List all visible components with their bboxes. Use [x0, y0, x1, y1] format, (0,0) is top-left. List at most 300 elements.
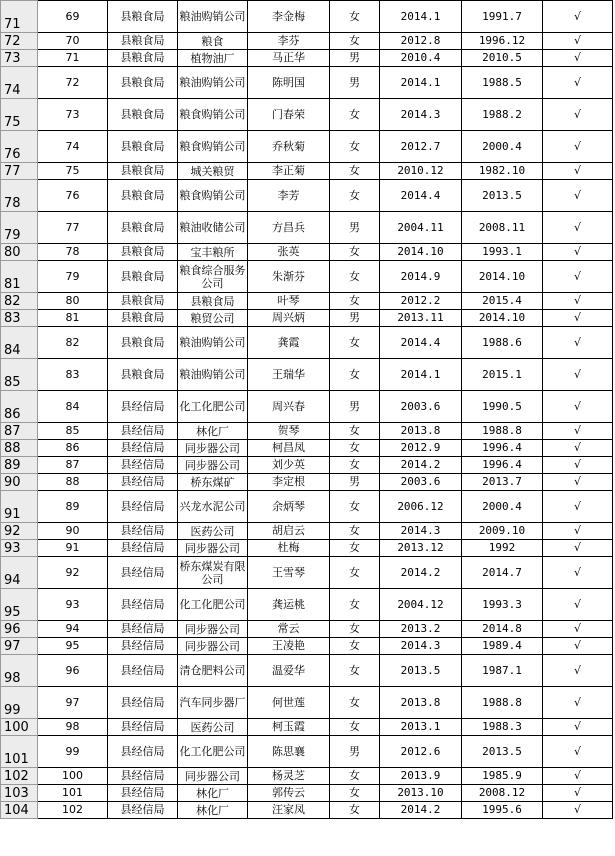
- date-2-cell[interactable]: 2013.5: [462, 180, 543, 212]
- name-cell[interactable]: 陈明国: [248, 67, 330, 99]
- date-2-cell[interactable]: 1988.2: [462, 99, 543, 131]
- sex-cell[interactable]: 女: [330, 261, 380, 293]
- row-header[interactable]: 89: [1, 457, 38, 474]
- check-cell[interactable]: √: [543, 180, 613, 212]
- serial-number-cell[interactable]: 71: [38, 50, 108, 67]
- name-cell[interactable]: 余炳琴: [248, 491, 330, 523]
- name-cell[interactable]: 王瑞华: [248, 359, 330, 391]
- serial-number-cell[interactable]: 83: [38, 359, 108, 391]
- name-cell[interactable]: 朱渐芬: [248, 261, 330, 293]
- row-header[interactable]: 96: [1, 621, 38, 638]
- date-2-cell[interactable]: 1985.9: [462, 768, 543, 785]
- date-1-cell[interactable]: 2014.2: [380, 457, 462, 474]
- serial-number-cell[interactable]: 96: [38, 655, 108, 687]
- date-1-cell[interactable]: 2014.4: [380, 327, 462, 359]
- check-cell[interactable]: √: [543, 310, 613, 327]
- check-cell[interactable]: √: [543, 719, 613, 736]
- unit-cell[interactable]: 兴龙水泥公司: [178, 491, 248, 523]
- date-1-cell[interactable]: 2014.3: [380, 523, 462, 540]
- serial-number-cell[interactable]: 97: [38, 687, 108, 719]
- serial-number-cell[interactable]: 74: [38, 131, 108, 163]
- date-2-cell[interactable]: 2000.4: [462, 491, 543, 523]
- sex-cell[interactable]: 男: [330, 212, 380, 244]
- date-2-cell[interactable]: 1982.10: [462, 163, 543, 180]
- name-cell[interactable]: 汪家凤: [248, 802, 330, 819]
- date-1-cell[interactable]: 2013.12: [380, 540, 462, 557]
- name-cell[interactable]: 贺琴: [248, 423, 330, 440]
- check-cell[interactable]: √: [543, 261, 613, 293]
- unit-cell[interactable]: 粮贸公司: [178, 310, 248, 327]
- department-cell[interactable]: 县经信局: [108, 423, 178, 440]
- serial-number-cell[interactable]: 90: [38, 523, 108, 540]
- serial-number-cell[interactable]: 72: [38, 67, 108, 99]
- sex-cell[interactable]: 女: [330, 655, 380, 687]
- row-header[interactable]: 104: [1, 802, 38, 819]
- row-header[interactable]: 93: [1, 540, 38, 557]
- check-cell[interactable]: √: [543, 359, 613, 391]
- unit-cell[interactable]: 桥东煤矿: [178, 474, 248, 491]
- name-cell[interactable]: 周兴春: [248, 391, 330, 423]
- row-header[interactable]: 84: [1, 327, 38, 359]
- unit-cell[interactable]: 宝丰粮所: [178, 244, 248, 261]
- department-cell[interactable]: 县经信局: [108, 785, 178, 802]
- row-header[interactable]: 80: [1, 244, 38, 261]
- date-2-cell[interactable]: 1995.6: [462, 802, 543, 819]
- check-cell[interactable]: √: [543, 423, 613, 440]
- date-2-cell[interactable]: 1996.4: [462, 440, 543, 457]
- department-cell[interactable]: 县粮食局: [108, 67, 178, 99]
- department-cell[interactable]: 县粮食局: [108, 244, 178, 261]
- sex-cell[interactable]: 男: [330, 50, 380, 67]
- unit-cell[interactable]: 粮油收储公司: [178, 212, 248, 244]
- sex-cell[interactable]: 女: [330, 163, 380, 180]
- department-cell[interactable]: 县粮食局: [108, 163, 178, 180]
- date-2-cell[interactable]: 1990.5: [462, 391, 543, 423]
- unit-cell[interactable]: 医药公司: [178, 719, 248, 736]
- sex-cell[interactable]: 女: [330, 785, 380, 802]
- serial-number-cell[interactable]: 77: [38, 212, 108, 244]
- department-cell[interactable]: 县经信局: [108, 719, 178, 736]
- department-cell[interactable]: 县经信局: [108, 621, 178, 638]
- sex-cell[interactable]: 女: [330, 638, 380, 655]
- row-header[interactable]: 86: [1, 391, 38, 423]
- row-header[interactable]: 98: [1, 655, 38, 687]
- row-header[interactable]: 87: [1, 423, 38, 440]
- department-cell[interactable]: 县粮食局: [108, 327, 178, 359]
- check-cell[interactable]: √: [543, 391, 613, 423]
- department-cell[interactable]: 县经信局: [108, 736, 178, 768]
- serial-number-cell[interactable]: 92: [38, 557, 108, 589]
- row-header[interactable]: 103: [1, 785, 38, 802]
- row-header[interactable]: 76: [1, 131, 38, 163]
- serial-number-cell[interactable]: 91: [38, 540, 108, 557]
- department-cell[interactable]: 县粮食局: [108, 359, 178, 391]
- check-cell[interactable]: √: [543, 50, 613, 67]
- serial-number-cell[interactable]: 70: [38, 33, 108, 50]
- unit-cell[interactable]: 同步器公司: [178, 457, 248, 474]
- name-cell[interactable]: 马正华: [248, 50, 330, 67]
- row-header[interactable]: 73: [1, 50, 38, 67]
- department-cell[interactable]: 县经信局: [108, 391, 178, 423]
- row-header[interactable]: 94: [1, 557, 38, 589]
- date-2-cell[interactable]: 1987.1: [462, 655, 543, 687]
- name-cell[interactable]: 李芳: [248, 180, 330, 212]
- row-header[interactable]: 95: [1, 589, 38, 621]
- date-2-cell[interactable]: 1991.7: [462, 1, 543, 33]
- check-cell[interactable]: √: [543, 327, 613, 359]
- name-cell[interactable]: 周兴炳: [248, 310, 330, 327]
- sex-cell[interactable]: 女: [330, 244, 380, 261]
- name-cell[interactable]: 李定根: [248, 474, 330, 491]
- row-header[interactable]: 101: [1, 736, 38, 768]
- sex-cell[interactable]: 女: [330, 491, 380, 523]
- date-1-cell[interactable]: 2014.1: [380, 359, 462, 391]
- date-2-cell[interactable]: 1988.3: [462, 719, 543, 736]
- unit-cell[interactable]: 化工化肥公司: [178, 391, 248, 423]
- department-cell[interactable]: 县粮食局: [108, 293, 178, 310]
- row-header[interactable]: 81: [1, 261, 38, 293]
- department-cell[interactable]: 县粮食局: [108, 131, 178, 163]
- name-cell[interactable]: 柯玉霞: [248, 719, 330, 736]
- department-cell[interactable]: 县经信局: [108, 768, 178, 785]
- serial-number-cell[interactable]: 99: [38, 736, 108, 768]
- serial-number-cell[interactable]: 102: [38, 802, 108, 819]
- date-2-cell[interactable]: 1988.5: [462, 67, 543, 99]
- row-header[interactable]: 71: [1, 1, 38, 33]
- date-1-cell[interactable]: 2010.4: [380, 50, 462, 67]
- department-cell[interactable]: 县经信局: [108, 557, 178, 589]
- check-cell[interactable]: √: [543, 99, 613, 131]
- date-1-cell[interactable]: 2013.2: [380, 621, 462, 638]
- department-cell[interactable]: 县经信局: [108, 440, 178, 457]
- sex-cell[interactable]: 女: [330, 1, 380, 33]
- sex-cell[interactable]: 女: [330, 293, 380, 310]
- date-1-cell[interactable]: 2014.1: [380, 67, 462, 99]
- name-cell[interactable]: 龚运桃: [248, 589, 330, 621]
- unit-cell[interactable]: 同步器公司: [178, 638, 248, 655]
- date-1-cell[interactable]: 2012.9: [380, 440, 462, 457]
- sex-cell[interactable]: 男: [330, 474, 380, 491]
- unit-cell[interactable]: 粮油购销公司: [178, 359, 248, 391]
- sex-cell[interactable]: 女: [330, 131, 380, 163]
- serial-number-cell[interactable]: 93: [38, 589, 108, 621]
- serial-number-cell[interactable]: 95: [38, 638, 108, 655]
- name-cell[interactable]: 方昌兵: [248, 212, 330, 244]
- department-cell[interactable]: 县经信局: [108, 687, 178, 719]
- department-cell[interactable]: 县粮食局: [108, 180, 178, 212]
- date-2-cell[interactable]: 2013.5: [462, 736, 543, 768]
- department-cell[interactable]: 县经信局: [108, 523, 178, 540]
- name-cell[interactable]: 龚霞: [248, 327, 330, 359]
- name-cell[interactable]: 柯昌凤: [248, 440, 330, 457]
- serial-number-cell[interactable]: 79: [38, 261, 108, 293]
- date-2-cell[interactable]: 2014.8: [462, 621, 543, 638]
- serial-number-cell[interactable]: 78: [38, 244, 108, 261]
- serial-number-cell[interactable]: 85: [38, 423, 108, 440]
- name-cell[interactable]: 叶琴: [248, 293, 330, 310]
- row-header[interactable]: 99: [1, 687, 38, 719]
- row-header[interactable]: 102: [1, 768, 38, 785]
- serial-number-cell[interactable]: 76: [38, 180, 108, 212]
- date-1-cell[interactable]: 2012.8: [380, 33, 462, 50]
- row-header[interactable]: 90: [1, 474, 38, 491]
- date-1-cell[interactable]: 2006.12: [380, 491, 462, 523]
- date-1-cell[interactable]: 2013.10: [380, 785, 462, 802]
- department-cell[interactable]: 县粮食局: [108, 33, 178, 50]
- serial-number-cell[interactable]: 98: [38, 719, 108, 736]
- serial-number-cell[interactable]: 69: [38, 1, 108, 33]
- check-cell[interactable]: √: [543, 655, 613, 687]
- row-header[interactable]: 88: [1, 440, 38, 457]
- date-1-cell[interactable]: 2003.6: [380, 474, 462, 491]
- serial-number-cell[interactable]: 75: [38, 163, 108, 180]
- date-2-cell[interactable]: 2015.1: [462, 359, 543, 391]
- serial-number-cell[interactable]: 100: [38, 768, 108, 785]
- serial-number-cell[interactable]: 101: [38, 785, 108, 802]
- date-2-cell[interactable]: 2008.12: [462, 785, 543, 802]
- name-cell[interactable]: 杜梅: [248, 540, 330, 557]
- date-2-cell[interactable]: 1996.4: [462, 457, 543, 474]
- date-1-cell[interactable]: 2013.1: [380, 719, 462, 736]
- name-cell[interactable]: 刘少英: [248, 457, 330, 474]
- date-2-cell[interactable]: 2000.4: [462, 131, 543, 163]
- sex-cell[interactable]: 女: [330, 457, 380, 474]
- date-1-cell[interactable]: 2012.2: [380, 293, 462, 310]
- check-cell[interactable]: √: [543, 589, 613, 621]
- check-cell[interactable]: √: [543, 491, 613, 523]
- date-2-cell[interactable]: 1996.12: [462, 33, 543, 50]
- row-header[interactable]: 77: [1, 163, 38, 180]
- check-cell[interactable]: √: [543, 1, 613, 33]
- unit-cell[interactable]: 粮油购销公司: [178, 1, 248, 33]
- date-2-cell[interactable]: 1993.1: [462, 244, 543, 261]
- name-cell[interactable]: 张英: [248, 244, 330, 261]
- sex-cell[interactable]: 女: [330, 523, 380, 540]
- date-2-cell[interactable]: 2015.4: [462, 293, 543, 310]
- name-cell[interactable]: 王雪琴: [248, 557, 330, 589]
- sex-cell[interactable]: 女: [330, 687, 380, 719]
- unit-cell[interactable]: 粮油购销公司: [178, 67, 248, 99]
- date-2-cell[interactable]: 2014.10: [462, 310, 543, 327]
- date-2-cell[interactable]: 1988.8: [462, 423, 543, 440]
- serial-number-cell[interactable]: 87: [38, 457, 108, 474]
- name-cell[interactable]: 乔秋菊: [248, 131, 330, 163]
- sex-cell[interactable]: 女: [330, 440, 380, 457]
- sex-cell[interactable]: 女: [330, 540, 380, 557]
- unit-cell[interactable]: 桥东煤炭有限公司: [178, 557, 248, 589]
- unit-cell[interactable]: 县粮食局: [178, 293, 248, 310]
- date-1-cell[interactable]: 2014.9: [380, 261, 462, 293]
- row-header[interactable]: 92: [1, 523, 38, 540]
- serial-number-cell[interactable]: 86: [38, 440, 108, 457]
- date-1-cell[interactable]: 2010.12: [380, 163, 462, 180]
- check-cell[interactable]: √: [543, 163, 613, 180]
- department-cell[interactable]: 县经信局: [108, 457, 178, 474]
- row-header[interactable]: 78: [1, 180, 38, 212]
- department-cell[interactable]: 县粮食局: [108, 1, 178, 33]
- date-2-cell[interactable]: 2008.11: [462, 212, 543, 244]
- date-2-cell[interactable]: 1993.3: [462, 589, 543, 621]
- serial-number-cell[interactable]: 89: [38, 491, 108, 523]
- name-cell[interactable]: 门春荣: [248, 99, 330, 131]
- department-cell[interactable]: 县粮食局: [108, 310, 178, 327]
- date-1-cell[interactable]: 2003.6: [380, 391, 462, 423]
- row-header[interactable]: 82: [1, 293, 38, 310]
- serial-number-cell[interactable]: 88: [38, 474, 108, 491]
- department-cell[interactable]: 县粮食局: [108, 261, 178, 293]
- name-cell[interactable]: 温爱华: [248, 655, 330, 687]
- check-cell[interactable]: √: [543, 768, 613, 785]
- unit-cell[interactable]: 同步器公司: [178, 440, 248, 457]
- department-cell[interactable]: 县经信局: [108, 491, 178, 523]
- date-1-cell[interactable]: 2004.11: [380, 212, 462, 244]
- name-cell[interactable]: 何世莲: [248, 687, 330, 719]
- unit-cell[interactable]: 林化厂: [178, 423, 248, 440]
- unit-cell[interactable]: 植物油厂: [178, 50, 248, 67]
- date-2-cell[interactable]: 1989.4: [462, 638, 543, 655]
- name-cell[interactable]: 郭传云: [248, 785, 330, 802]
- unit-cell[interactable]: 粮食: [178, 33, 248, 50]
- row-header[interactable]: 83: [1, 310, 38, 327]
- check-cell[interactable]: √: [543, 212, 613, 244]
- department-cell[interactable]: 县粮食局: [108, 50, 178, 67]
- sex-cell[interactable]: 女: [330, 768, 380, 785]
- serial-number-cell[interactable]: 80: [38, 293, 108, 310]
- unit-cell[interactable]: 城关粮贸: [178, 163, 248, 180]
- sex-cell[interactable]: 女: [330, 719, 380, 736]
- date-2-cell[interactable]: 2009.10: [462, 523, 543, 540]
- serial-number-cell[interactable]: 73: [38, 99, 108, 131]
- date-1-cell[interactable]: 2012.6: [380, 736, 462, 768]
- sex-cell[interactable]: 男: [330, 391, 380, 423]
- sex-cell[interactable]: 男: [330, 67, 380, 99]
- sex-cell[interactable]: 女: [330, 99, 380, 131]
- name-cell[interactable]: 李芬: [248, 33, 330, 50]
- date-1-cell[interactable]: 2014.4: [380, 180, 462, 212]
- check-cell[interactable]: √: [543, 638, 613, 655]
- unit-cell[interactable]: 同步器公司: [178, 540, 248, 557]
- unit-cell[interactable]: 林化厂: [178, 785, 248, 802]
- name-cell[interactable]: 陈思襄: [248, 736, 330, 768]
- date-1-cell[interactable]: 2014.3: [380, 638, 462, 655]
- date-1-cell[interactable]: 2013.11: [380, 310, 462, 327]
- date-2-cell[interactable]: 2013.7: [462, 474, 543, 491]
- check-cell[interactable]: √: [543, 67, 613, 99]
- row-header[interactable]: 85: [1, 359, 38, 391]
- unit-cell[interactable]: 粮食购销公司: [178, 99, 248, 131]
- serial-number-cell[interactable]: 81: [38, 310, 108, 327]
- sex-cell[interactable]: 女: [330, 359, 380, 391]
- unit-cell[interactable]: 粮食购销公司: [178, 131, 248, 163]
- date-1-cell[interactable]: 2013.8: [380, 423, 462, 440]
- check-cell[interactable]: √: [543, 293, 613, 310]
- check-cell[interactable]: √: [543, 785, 613, 802]
- date-1-cell[interactable]: 2013.9: [380, 768, 462, 785]
- sex-cell[interactable]: 女: [330, 557, 380, 589]
- department-cell[interactable]: 县经信局: [108, 638, 178, 655]
- unit-cell[interactable]: 同步器公司: [178, 621, 248, 638]
- unit-cell[interactable]: 化工化肥公司: [178, 736, 248, 768]
- department-cell[interactable]: 县粮食局: [108, 212, 178, 244]
- sex-cell[interactable]: 女: [330, 423, 380, 440]
- unit-cell[interactable]: 林化厂: [178, 802, 248, 819]
- name-cell[interactable]: 王凌艳: [248, 638, 330, 655]
- date-1-cell[interactable]: 2004.12: [380, 589, 462, 621]
- date-1-cell[interactable]: 2014.2: [380, 557, 462, 589]
- check-cell[interactable]: √: [543, 802, 613, 819]
- date-2-cell[interactable]: 1988.6: [462, 327, 543, 359]
- check-cell[interactable]: √: [543, 457, 613, 474]
- name-cell[interactable]: 胡启云: [248, 523, 330, 540]
- sex-cell[interactable]: 女: [330, 589, 380, 621]
- date-2-cell[interactable]: 2014.7: [462, 557, 543, 589]
- sex-cell[interactable]: 女: [330, 180, 380, 212]
- sex-cell[interactable]: 男: [330, 736, 380, 768]
- date-2-cell[interactable]: 1988.8: [462, 687, 543, 719]
- date-1-cell[interactable]: 2014.1: [380, 1, 462, 33]
- unit-cell[interactable]: 医药公司: [178, 523, 248, 540]
- department-cell[interactable]: 县粮食局: [108, 99, 178, 131]
- unit-cell[interactable]: 粮食综合服务公司: [178, 261, 248, 293]
- row-header[interactable]: 100: [1, 719, 38, 736]
- row-header[interactable]: 75: [1, 99, 38, 131]
- row-header[interactable]: 79: [1, 212, 38, 244]
- check-cell[interactable]: √: [543, 621, 613, 638]
- unit-cell[interactable]: 粮食购销公司: [178, 180, 248, 212]
- date-1-cell[interactable]: 2012.7: [380, 131, 462, 163]
- serial-number-cell[interactable]: 94: [38, 621, 108, 638]
- check-cell[interactable]: √: [543, 523, 613, 540]
- check-cell[interactable]: √: [543, 244, 613, 261]
- row-header[interactable]: 97: [1, 638, 38, 655]
- check-cell[interactable]: √: [543, 440, 613, 457]
- check-cell[interactable]: √: [543, 474, 613, 491]
- date-1-cell[interactable]: 2014.3: [380, 99, 462, 131]
- sex-cell[interactable]: 女: [330, 33, 380, 50]
- name-cell[interactable]: 杨灵芝: [248, 768, 330, 785]
- unit-cell[interactable]: 清仓肥料公司: [178, 655, 248, 687]
- check-cell[interactable]: √: [543, 33, 613, 50]
- sex-cell[interactable]: 女: [330, 327, 380, 359]
- unit-cell[interactable]: 化工化肥公司: [178, 589, 248, 621]
- department-cell[interactable]: 县经信局: [108, 589, 178, 621]
- check-cell[interactable]: √: [543, 540, 613, 557]
- department-cell[interactable]: 县经信局: [108, 540, 178, 557]
- date-2-cell[interactable]: 2010.5: [462, 50, 543, 67]
- date-1-cell[interactable]: 2013.8: [380, 687, 462, 719]
- unit-cell[interactable]: 同步器公司: [178, 768, 248, 785]
- serial-number-cell[interactable]: 82: [38, 327, 108, 359]
- department-cell[interactable]: 县经信局: [108, 655, 178, 687]
- unit-cell[interactable]: 汽车同步器厂: [178, 687, 248, 719]
- check-cell[interactable]: √: [543, 736, 613, 768]
- name-cell[interactable]: 李正菊: [248, 163, 330, 180]
- check-cell[interactable]: √: [543, 557, 613, 589]
- check-cell[interactable]: √: [543, 687, 613, 719]
- check-cell[interactable]: √: [543, 131, 613, 163]
- row-header[interactable]: 74: [1, 67, 38, 99]
- name-cell[interactable]: 李金梅: [248, 1, 330, 33]
- date-2-cell[interactable]: 1992: [462, 540, 543, 557]
- sex-cell[interactable]: 女: [330, 802, 380, 819]
- date-2-cell[interactable]: 2014.10: [462, 261, 543, 293]
- row-header[interactable]: 72: [1, 33, 38, 50]
- sex-cell[interactable]: 男: [330, 310, 380, 327]
- date-1-cell[interactable]: 2014.2: [380, 802, 462, 819]
- unit-cell[interactable]: 粮油购销公司: [178, 327, 248, 359]
- department-cell[interactable]: 县经信局: [108, 474, 178, 491]
- serial-number-cell[interactable]: 84: [38, 391, 108, 423]
